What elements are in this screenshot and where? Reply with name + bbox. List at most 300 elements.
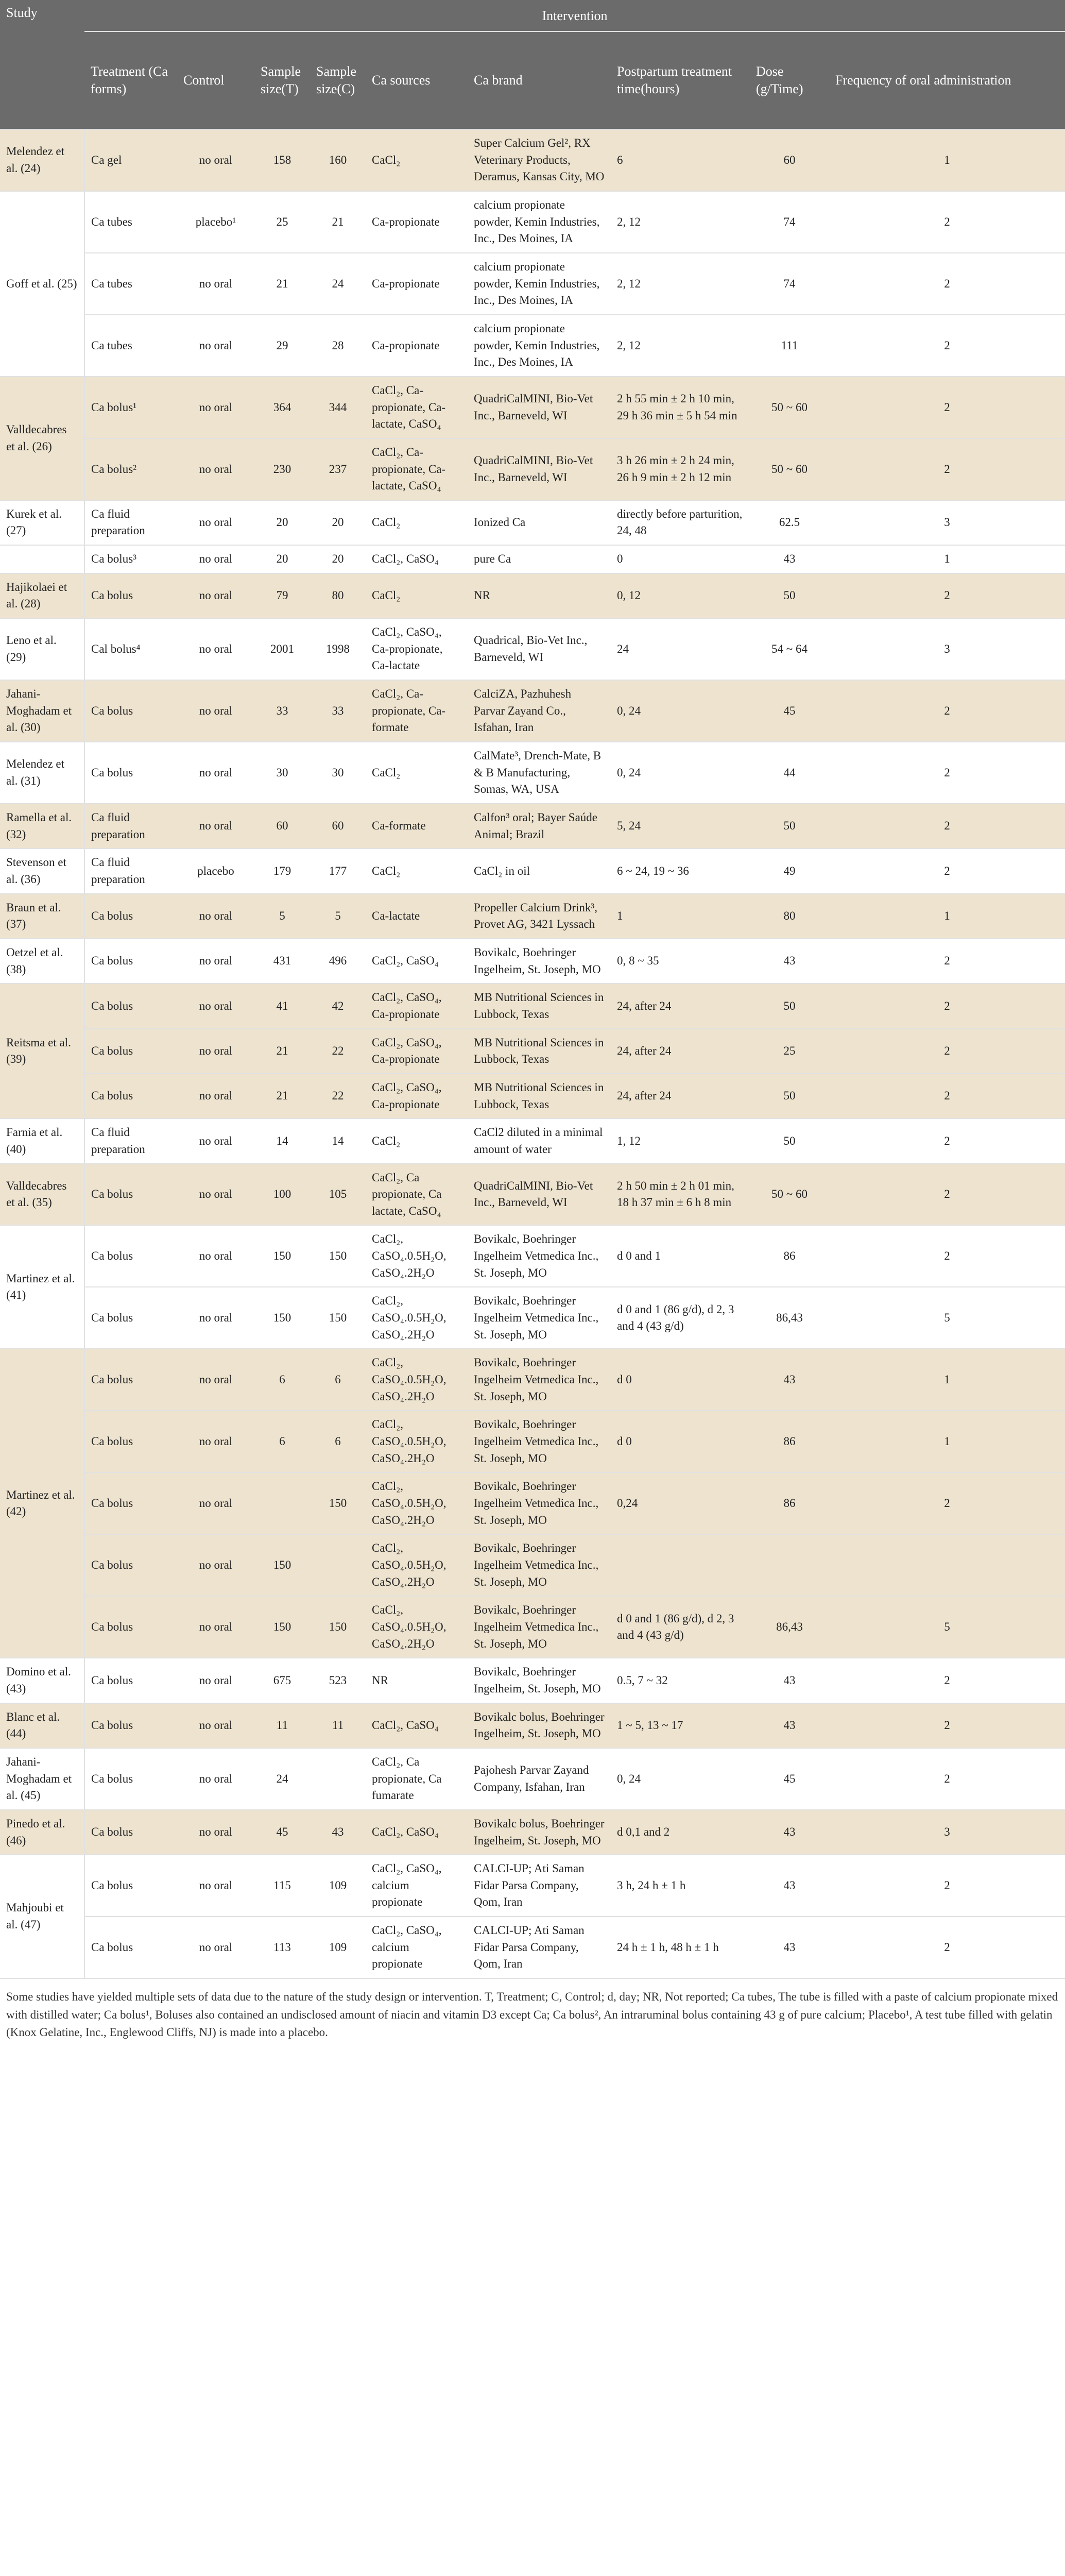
header-dose: Dose (g/Time)	[750, 31, 829, 129]
header-treatment-time: Postpartum treatment time(hours)	[611, 31, 750, 129]
table-row	[0, 1534, 1065, 1596]
cell-treatment: Ca tubes	[84, 315, 177, 377]
cell-sample-size-c: 22	[310, 1029, 366, 1074]
cell-control: no oral	[177, 545, 254, 573]
cell-ca-sources: CaCl₂, CaSO₄, Ca-propionate	[366, 984, 468, 1028]
cell-ca-sources: CaCl₂, CaSO₄, calcium propionate	[366, 1855, 468, 1917]
cell-treatment: Ca bolus	[84, 1658, 177, 1703]
cell-sample-size-t: 33	[254, 680, 310, 742]
cell-dose: 86,43	[750, 1287, 829, 1349]
cell-dose: 25	[750, 1029, 829, 1074]
table-row	[0, 1349, 1065, 1411]
cell-sample-size-t: 6	[254, 1411, 310, 1472]
cell-frequency: 2	[829, 984, 1065, 1028]
cell-control: no oral	[177, 1703, 254, 1748]
cell-sample-size-c: 150	[310, 1472, 366, 1534]
cell-ca-sources: CaCl₂, CaSO₄, calcium propionate	[366, 1917, 468, 1978]
cell-ca-sources: CaCl₂	[366, 849, 468, 893]
cell-frequency: 2	[829, 849, 1065, 893]
cell-ca-sources: NR	[366, 1658, 468, 1703]
cell-ca-brand: Bovikalc, Boehringer Ingelheim, St. Joseph, MO	[468, 1658, 611, 1703]
cell-ca-brand: calcium propionate powder, Kemin Industries, Inc., Des Moines, IA	[468, 315, 611, 377]
cell-control: no oral	[177, 1810, 254, 1855]
header-study: Study	[0, 0, 84, 129]
cell-treatment-time: 0, 24	[611, 742, 750, 804]
cell-treatment-time: directly before parturition, 24, 48	[611, 500, 750, 545]
table-row	[0, 1411, 1065, 1472]
cell-sample-size-c: 33	[310, 680, 366, 742]
table-row	[0, 1029, 1065, 1074]
cell-ca-sources: CaCl₂, CaSO₄	[366, 939, 468, 984]
cell-frequency: 2	[829, 315, 1065, 377]
cell-frequency: 2	[829, 1074, 1065, 1118]
cell-dose: 50	[750, 804, 829, 849]
cell-ca-sources: CaCl₂, Ca-propionate, Ca-lactate, CaSO₄	[366, 377, 468, 438]
cell-ca-sources: CaCl₂, CaSO₄, Ca-propionate	[366, 1029, 468, 1074]
header-intervention: Intervention	[84, 0, 1065, 31]
cell-treatment: Ca bolus	[84, 1748, 177, 1810]
header-ca-brand: Ca brand	[468, 31, 611, 129]
table-row	[0, 1164, 1065, 1226]
cell-control: no oral	[177, 253, 254, 315]
cell-treatment: Ca fluid preparation	[84, 1118, 177, 1163]
cell-dose: 43	[750, 1658, 829, 1703]
cell-treatment: Ca tubes	[84, 191, 177, 253]
cell-control: no oral	[177, 438, 254, 500]
cell-treatment: Ca bolus	[84, 680, 177, 742]
cell-sample-size-t: 41	[254, 984, 310, 1028]
table-row	[0, 1118, 1065, 1163]
cell-ca-sources: CaCl₂, CaSO₄.0.5H₂O, CaSO₄.2H₂O	[366, 1534, 468, 1596]
cell-ca-brand: Super Calcium Gel², RX Veterinary Products, Deramus, Kansas City, MO	[468, 129, 611, 191]
table-row	[0, 1225, 1065, 1287]
cell-frequency: 2	[829, 1118, 1065, 1163]
cell-sample-size-c: 30	[310, 742, 366, 804]
cell-treatment: Ca bolus	[84, 894, 177, 939]
cell-dose: 50	[750, 573, 829, 618]
cell-ca-sources: CaCl₂	[366, 129, 468, 191]
cell-sample-size-t: 364	[254, 377, 310, 438]
cell-treatment-time: 2, 12	[611, 253, 750, 315]
cell-ca-sources: CaCl₂, Ca propionate, Ca fumarate	[366, 1748, 468, 1810]
cell-treatment: Ca bolus	[84, 984, 177, 1028]
study-cell: Oetzel et al. (38)	[0, 939, 84, 984]
cell-ca-brand: Bovikalc, Boehringer Ingelheim, St. Joseph, MO	[468, 939, 611, 984]
cell-frequency	[829, 1534, 1065, 1596]
cell-dose: 44	[750, 742, 829, 804]
cell-treatment: Ca bolus	[84, 1917, 177, 1978]
cell-frequency: 2	[829, 1164, 1065, 1226]
cell-treatment: Ca bolus	[84, 742, 177, 804]
cell-treatment-time: 3 h, 24 h ± 1 h	[611, 1855, 750, 1917]
cell-sample-size-t: 230	[254, 438, 310, 500]
cell-sample-size-c: 60	[310, 804, 366, 849]
study-cell: Goff et al. (25)	[0, 191, 84, 377]
cell-sample-size-c: 5	[310, 894, 366, 939]
cell-ca-sources: CaCl₂, CaSO₄	[366, 545, 468, 573]
cell-ca-sources: CaCl₂	[366, 1118, 468, 1163]
cell-control: no oral	[177, 129, 254, 191]
cell-control: no oral	[177, 315, 254, 377]
cell-ca-brand: CaCl2 diluted in a minimal amount of water	[468, 1118, 611, 1163]
cell-dose: 43	[750, 545, 829, 573]
cell-ca-sources: Ca-propionate	[366, 191, 468, 253]
cell-treatment-time: d 0,1 and 2	[611, 1810, 750, 1855]
cell-dose: 80	[750, 894, 829, 939]
cell-control: no oral	[177, 1349, 254, 1411]
cell-sample-size-c: 24	[310, 253, 366, 315]
cell-sample-size-c: 21	[310, 191, 366, 253]
cell-control: no oral	[177, 680, 254, 742]
cell-treatment-time: d 0 and 1	[611, 1225, 750, 1287]
cell-sample-size-t: 29	[254, 315, 310, 377]
cell-control: no oral	[177, 1164, 254, 1226]
cell-dose: 45	[750, 1748, 829, 1810]
table-header	[0, 0, 1065, 129]
cell-control: no oral	[177, 1855, 254, 1917]
cell-dose: 43	[750, 1917, 829, 1978]
cell-treatment: Ca bolus	[84, 1225, 177, 1287]
header-ca-sources: Ca sources	[366, 31, 468, 129]
study-cell: Jahani-Moghadam et al. (45)	[0, 1748, 84, 1810]
cell-sample-size-t: 179	[254, 849, 310, 893]
table-row	[0, 129, 1065, 191]
cell-treatment: Ca bolus	[84, 1855, 177, 1917]
cell-frequency: 3	[829, 500, 1065, 545]
cell-treatment-time: d 0 and 1 (86 g/d), d 2, 3 and 4 (43 g/d)	[611, 1287, 750, 1349]
cell-ca-sources: CaCl₂, CaSO₄.0.5H₂O, CaSO₄.2H₂O	[366, 1225, 468, 1287]
cell-sample-size-t: 45	[254, 1810, 310, 1855]
cell-dose: 50	[750, 1118, 829, 1163]
study-cell: Martinez et al. (41)	[0, 1225, 84, 1349]
table-row	[0, 500, 1065, 545]
cell-ca-brand: MB Nutritional Sciences in Lubbock, Texas	[468, 1074, 611, 1118]
cell-dose: 45	[750, 680, 829, 742]
cell-ca-sources: Ca-propionate	[366, 253, 468, 315]
cell-ca-brand: Propeller Calcium Drink³, Provet AG, 3421 Lyssach	[468, 894, 611, 939]
cell-treatment: Cal bolus⁴	[84, 618, 177, 680]
table-row	[0, 1472, 1065, 1534]
cell-control: no oral	[177, 1596, 254, 1658]
cell-dose: 50 ~ 60	[750, 377, 829, 438]
cell-sample-size-c: 496	[310, 939, 366, 984]
cell-sample-size-t: 100	[254, 1164, 310, 1226]
cell-ca-sources: CaCl₂	[366, 500, 468, 545]
cell-treatment: Ca bolus	[84, 1596, 177, 1658]
cell-sample-size-c: 1998	[310, 618, 366, 680]
cell-ca-brand: QuadriCalMINI, Bio-Vet Inc., Barneveld, WI	[468, 438, 611, 500]
study-cell: Braun et al. (37)	[0, 894, 84, 939]
cell-sample-size-t: 25	[254, 191, 310, 253]
cell-ca-brand: Bovikalc bolus, Boehringer Ingelheim, St. Joseph, MO	[468, 1810, 611, 1855]
cell-control: no oral	[177, 1748, 254, 1810]
table-row	[0, 438, 1065, 500]
study-cell: Stevenson et al. (36)	[0, 849, 84, 893]
table-row	[0, 680, 1065, 742]
cell-ca-brand: calcium propionate powder, Kemin Industries, Inc., Des Moines, IA	[468, 253, 611, 315]
table-row	[0, 804, 1065, 849]
cell-frequency: 2	[829, 742, 1065, 804]
cell-control: no oral	[177, 618, 254, 680]
cell-ca-sources: CaCl₂, Ca propionate, Ca lactate, CaSO₄	[366, 1164, 468, 1226]
study-cell: Domino et al. (43)	[0, 1658, 84, 1703]
cell-treatment-time: 2, 12	[611, 315, 750, 377]
table-row	[0, 253, 1065, 315]
cell-frequency: 2	[829, 1029, 1065, 1074]
table-row	[0, 315, 1065, 377]
study-cell	[0, 545, 84, 573]
cell-sample-size-t: 20	[254, 545, 310, 573]
table-row	[0, 377, 1065, 438]
cell-treatment-time: 24, after 24	[611, 1029, 750, 1074]
cell-ca-brand: CaCl₂ in oil	[468, 849, 611, 893]
cell-ca-brand: pure Ca	[468, 545, 611, 573]
cell-sample-size-c: 160	[310, 129, 366, 191]
cell-ca-brand: calcium propionate powder, Kemin Industries, Inc., Des Moines, IA	[468, 191, 611, 253]
cell-treatment-time: 0, 12	[611, 573, 750, 618]
cell-treatment-time: 1	[611, 894, 750, 939]
cell-sample-size-t: 431	[254, 939, 310, 984]
cell-frequency: 2	[829, 438, 1065, 500]
cell-sample-size-t: 20	[254, 500, 310, 545]
cell-ca-sources: Ca-formate	[366, 804, 468, 849]
cell-treatment-time: 0.5, 7 ~ 32	[611, 1658, 750, 1703]
cell-frequency: 1	[829, 129, 1065, 191]
cell-frequency: 2	[829, 1472, 1065, 1534]
cell-dose	[750, 1534, 829, 1596]
cell-sample-size-c: 20	[310, 545, 366, 573]
table-row	[0, 1658, 1065, 1703]
cell-dose: 43	[750, 1703, 829, 1748]
cell-sample-size-c: 150	[310, 1287, 366, 1349]
cell-sample-size-t: 675	[254, 1658, 310, 1703]
cell-ca-sources: Ca-lactate	[366, 894, 468, 939]
cell-ca-brand: Bovikalc, Boehringer Ingelheim Vetmedica Inc., St. Joseph, MO	[468, 1225, 611, 1287]
cell-dose: 86	[750, 1225, 829, 1287]
table-row	[0, 849, 1065, 893]
cell-treatment-time: 24 h ± 1 h, 48 h ± 1 h	[611, 1917, 750, 1978]
cell-ca-sources: CaCl₂, CaSO₄, Ca-propionate, Ca-lactate	[366, 618, 468, 680]
cell-control: no oral	[177, 1658, 254, 1703]
cell-dose: 74	[750, 191, 829, 253]
cell-control: no oral	[177, 500, 254, 545]
table-row	[0, 573, 1065, 618]
cell-ca-brand: NR	[468, 573, 611, 618]
cell-treatment: Ca bolus	[84, 1164, 177, 1226]
cell-frequency: 3	[829, 618, 1065, 680]
table-row	[0, 939, 1065, 984]
cell-dose: 54 ~ 64	[750, 618, 829, 680]
cell-frequency: 2	[829, 191, 1065, 253]
cell-control: no oral	[177, 1411, 254, 1472]
cell-frequency: 2	[829, 1855, 1065, 1917]
cell-sample-size-c: 150	[310, 1225, 366, 1287]
cell-treatment-time: 24	[611, 618, 750, 680]
cell-sample-size-c	[310, 1534, 366, 1596]
cell-dose: 50 ~ 60	[750, 1164, 829, 1226]
table-row	[0, 894, 1065, 939]
cell-treatment-time: 2, 12	[611, 191, 750, 253]
cell-dose: 86,43	[750, 1596, 829, 1658]
cell-control: no oral	[177, 1118, 254, 1163]
cell-treatment-time: 1, 12	[611, 1118, 750, 1163]
cell-treatment-time: d 0	[611, 1349, 750, 1411]
cell-control: placebo¹	[177, 191, 254, 253]
cell-ca-brand: MB Nutritional Sciences in Lubbock, Texas	[468, 984, 611, 1028]
cell-ca-brand: Bovikalc, Boehringer Ingelheim Vetmedica Inc., St. Joseph, MO	[468, 1349, 611, 1411]
cell-ca-sources: CaCl₂, CaSO₄	[366, 1703, 468, 1748]
cell-dose: 50	[750, 1074, 829, 1118]
cell-frequency: 2	[829, 804, 1065, 849]
cell-sample-size-t: 113	[254, 1917, 310, 1978]
table-row	[0, 618, 1065, 680]
table-row	[0, 1596, 1065, 1658]
cell-ca-sources: CaCl₂, CaSO₄.0.5H₂O, CaSO₄.2H₂O	[366, 1411, 468, 1472]
cell-ca-brand: CALCI-UP; Ati Saman Fidar Parsa Company, Qom, Iran	[468, 1917, 611, 1978]
table-row	[0, 1917, 1065, 1978]
study-cell: Martinez et al. (42)	[0, 1349, 84, 1658]
cell-frequency: 2	[829, 680, 1065, 742]
cell-dose: 86	[750, 1411, 829, 1472]
table-row	[0, 1810, 1065, 1855]
cell-sample-size-t: 150	[254, 1225, 310, 1287]
cell-ca-brand: Bovikalc bolus, Boehringer Ingelheim, St. Joseph, MO	[468, 1703, 611, 1748]
cell-sample-size-t: 150	[254, 1287, 310, 1349]
cell-sample-size-t: 6	[254, 1349, 310, 1411]
cell-frequency: 5	[829, 1596, 1065, 1658]
cell-sample-size-c	[310, 1748, 366, 1810]
cell-ca-sources: CaCl₂, CaSO₄.0.5H₂O, CaSO₄.2H₂O	[366, 1349, 468, 1411]
cell-frequency: 2	[829, 1917, 1065, 1978]
cell-ca-sources: CaCl₂, CaSO₄.0.5H₂O, CaSO₄.2H₂O	[366, 1472, 468, 1534]
cell-frequency: 2	[829, 1703, 1065, 1748]
cell-ca-sources: CaCl₂, CaSO₄.0.5H₂O, CaSO₄.2H₂O	[366, 1287, 468, 1349]
cell-sample-size-c: 109	[310, 1917, 366, 1978]
cell-treatment: Ca bolus	[84, 573, 177, 618]
table-row	[0, 984, 1065, 1028]
cell-dose: 43	[750, 1855, 829, 1917]
cell-sample-size-t: 60	[254, 804, 310, 849]
cell-ca-brand: Bovikalc, Boehringer Ingelheim Vetmedica Inc., St. Joseph, MO	[468, 1472, 611, 1534]
cell-sample-size-c: 22	[310, 1074, 366, 1118]
cell-ca-brand: QuadriCalMINI, Bio-Vet Inc., Barneveld, WI	[468, 377, 611, 438]
cell-frequency: 2	[829, 1225, 1065, 1287]
cell-treatment-time: d 0 and 1 (86 g/d), d 2, 3 and 4 (43 g/d)	[611, 1596, 750, 1658]
cell-ca-sources: CaCl₂, CaSO₄, Ca-propionate	[366, 1074, 468, 1118]
cell-treatment-time: 6 ~ 24, 19 ~ 36	[611, 849, 750, 893]
cell-sample-size-t: 150	[254, 1596, 310, 1658]
cell-treatment: Ca tubes	[84, 253, 177, 315]
cell-ca-brand: Quadrical, Bio-Vet Inc., Barneveld, WI	[468, 618, 611, 680]
table-row	[0, 1703, 1065, 1748]
cell-dose: 49	[750, 849, 829, 893]
cell-control: no oral	[177, 939, 254, 984]
cell-ca-brand: MB Nutritional Sciences in Lubbock, Texas	[468, 1029, 611, 1074]
cell-treatment: Ca bolus	[84, 1074, 177, 1118]
table-row	[0, 1748, 1065, 1810]
cell-ca-brand: Bovikalc, Boehringer Ingelheim Vetmedica Inc., St. Joseph, MO	[468, 1411, 611, 1472]
table-row	[0, 191, 1065, 253]
cell-sample-size-t: 5	[254, 894, 310, 939]
cell-treatment-time: d 0	[611, 1411, 750, 1472]
cell-dose: 43	[750, 939, 829, 984]
cell-sample-size-c: 80	[310, 573, 366, 618]
cell-sample-size-c: 42	[310, 984, 366, 1028]
cell-sample-size-t: 21	[254, 1074, 310, 1118]
table-row	[0, 742, 1065, 804]
cell-treatment-time: 6	[611, 129, 750, 191]
cell-control: no oral	[177, 894, 254, 939]
cell-sample-size-t: 79	[254, 573, 310, 618]
cell-treatment-time: 0, 8 ~ 35	[611, 939, 750, 984]
cell-control: no oral	[177, 984, 254, 1028]
cell-sample-size-c: 28	[310, 315, 366, 377]
cell-dose: 43	[750, 1349, 829, 1411]
cell-treatment: Ca bolus	[84, 1703, 177, 1748]
study-cell: Reitsma et al. (39)	[0, 984, 84, 1118]
cell-treatment: Ca bolus	[84, 939, 177, 984]
study-cell: Blanc et al. (44)	[0, 1703, 84, 1748]
cell-ca-brand: Ionized Ca	[468, 500, 611, 545]
cell-sample-size-t: 115	[254, 1855, 310, 1917]
study-cell: Pinedo et al. (46)	[0, 1810, 84, 1855]
cell-control: no oral	[177, 377, 254, 438]
study-cell: Mahjoubi et al. (47)	[0, 1855, 84, 1978]
cell-treatment-time: 0	[611, 545, 750, 573]
cell-treatment-time: 2 h 50 min ± 2 h 01 min, 18 h 37 min ± 6 h 8 min	[611, 1164, 750, 1226]
cell-sample-size-c: 523	[310, 1658, 366, 1703]
cell-treatment-time: 0,24	[611, 1472, 750, 1534]
cell-treatment: Ca bolus	[84, 1472, 177, 1534]
cell-control: no oral	[177, 804, 254, 849]
cell-control: no oral	[177, 1917, 254, 1978]
cell-sample-size-c: 105	[310, 1164, 366, 1226]
cell-frequency: 1	[829, 1349, 1065, 1411]
cell-treatment: Ca fluid preparation	[84, 849, 177, 893]
cell-treatment: Ca bolus²	[84, 438, 177, 500]
cell-frequency: 3	[829, 1810, 1065, 1855]
header-control: Control	[177, 31, 254, 129]
table-row	[0, 1074, 1065, 1118]
cell-dose: 60	[750, 129, 829, 191]
study-cell: Valldecabres et al. (35)	[0, 1164, 84, 1226]
study-cell: Melendez et al. (24)	[0, 129, 84, 191]
cell-treatment-time: 2 h 55 min ± 2 h 10 min, 29 h 36 min ± 5 h 54 min	[611, 377, 750, 438]
cell-dose: 62.5	[750, 500, 829, 545]
table-row	[0, 1855, 1065, 1917]
cell-control: no oral	[177, 1029, 254, 1074]
cell-sample-size-t: 14	[254, 1118, 310, 1163]
study-cell: Melendez et al. (31)	[0, 742, 84, 804]
study-cell: Leno et al. (29)	[0, 618, 84, 680]
cell-control: no oral	[177, 573, 254, 618]
cell-ca-brand: Calfon³ oral; Bayer Saúde Animal; Brazil	[468, 804, 611, 849]
cell-treatment-time: 0, 24	[611, 680, 750, 742]
cell-treatment: Ca gel	[84, 129, 177, 191]
cell-ca-brand: CALCI-UP; Ati Saman Fidar Parsa Company, Qom, Iran	[468, 1855, 611, 1917]
cell-sample-size-c: 109	[310, 1855, 366, 1917]
cell-treatment-time: 0, 24	[611, 1748, 750, 1810]
cell-ca-sources: CaCl₂, Ca-propionate, Ca-formate	[366, 680, 468, 742]
cell-sample-size-c: 11	[310, 1703, 366, 1748]
cell-treatment: Ca bolus	[84, 1287, 177, 1349]
cell-treatment-time: 5, 24	[611, 804, 750, 849]
cell-treatment-time	[611, 1534, 750, 1596]
cell-ca-sources: CaCl₂, Ca-propionate, Ca-lactate, CaSO₄	[366, 438, 468, 500]
cell-treatment: Ca fluid preparation	[84, 804, 177, 849]
cell-frequency: 1	[829, 894, 1065, 939]
table-body	[0, 129, 1065, 1978]
